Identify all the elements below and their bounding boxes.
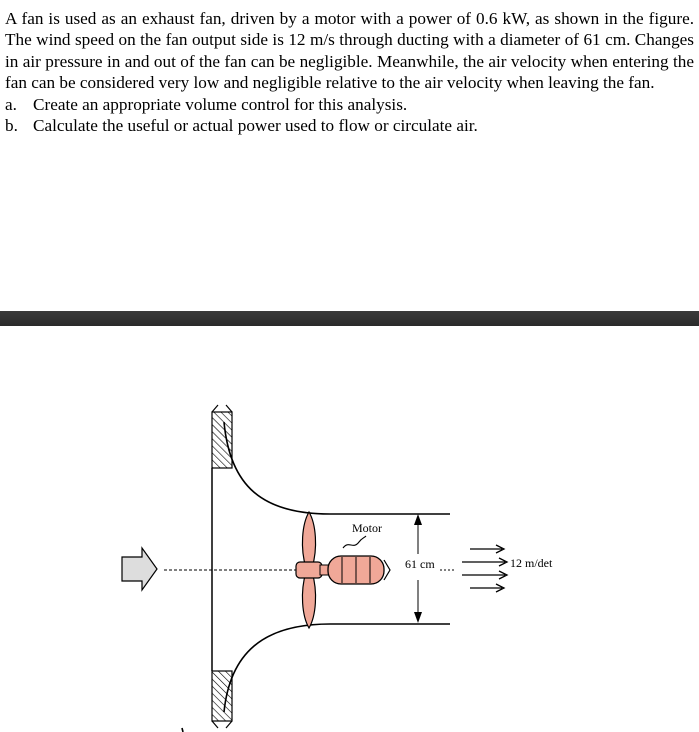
separator-bar [0,311,699,326]
fan-blades [296,512,322,628]
question-b [5,115,694,136]
motor [320,556,390,584]
question-b-label: b. [5,116,18,136]
diameter-label: 61 cm [405,557,435,571]
question-a-text: Create an appropriate volume control for this analysis. [33,94,408,114]
inlet-flow-arrow [122,548,157,590]
problem-statement [5,8,694,136]
outlet-flow-arrows [462,545,507,592]
duct-lower-wall [224,624,450,712]
wall-bottom [212,671,232,728]
duct-upper-wall [224,422,450,514]
question-a [5,94,694,115]
motor-label: Motor [352,521,382,535]
problem-intro: A fan is used as an exhaust fan, driven by a motor with a power of 0.6 kW, as shown in the figure. The wind speed on the fan output side is 12 m/s through ducting with a diameter of 61 cm. Changes in air pressure in and out of the fan can be negligible. Meanwhile, the air velocity when entering the fan can be considered very low and negligible relative to the air velocity when leaving the fan. [5,9,694,93]
fan-figure [0,326,699,732]
stray-mark [182,728,183,732]
motor-leader-line [343,536,366,548]
question-a-label: a. [5,94,17,114]
question-b-text: Calculate the useful or actual power used to flow or circulate air. [33,116,478,136]
wall-top [212,405,232,468]
velocity-label: 12 m/det [510,556,553,570]
